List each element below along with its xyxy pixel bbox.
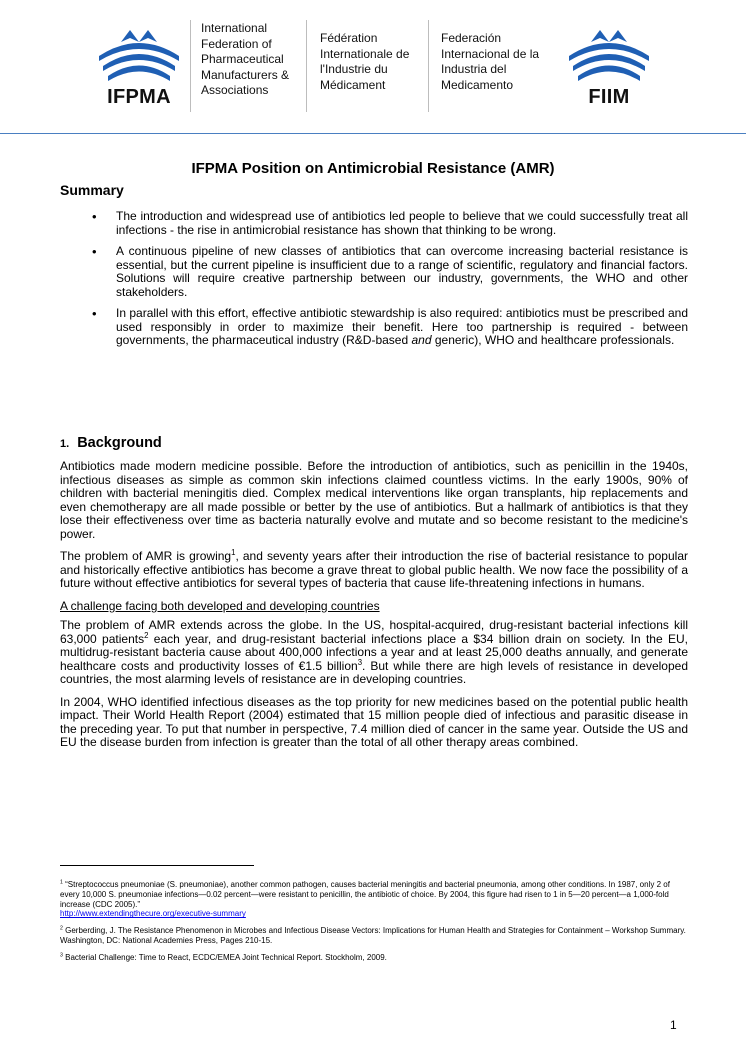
- header-french-name: Fédération Internationale de l'Industrie du Médicament: [320, 31, 410, 92]
- list-item: • The introduction and widespread use of antibiotics led people to believe that we could successfully treat all infections - the rise in antimicrobial resistance has shown that thinking to be wrong.: [90, 210, 688, 237]
- header-divider: [306, 20, 307, 112]
- footnote-ref: 3: [357, 657, 363, 667]
- footnote-ref: 1: [231, 548, 236, 557]
- wing-emblem-icon: [566, 26, 652, 84]
- paragraph: Antibiotics made modern medicine possible. Before the introduction of antibiotics, such as penicillin in the 1940s, infectious diseases as simple as common skin infections claimed countless victims. In the early 1900s, 90% of children with bacterial meningitis died. Complex medical interventions like organ transplants, hip replacements and even chemotherapy are all made possible or better by the use of antibiotics. But a hallmark of antibiotics is that they lose their effectiveness over time as bacteria naturally evolve and mutate and so become resistant to the medicine's power.: [60, 459, 688, 541]
- paragraph: The problem of AMR is growing$^1$, and seventy years after their introduction the rise of bacterial resistance to popular and historically effective antibiotics has become a grave threat to global public health. We now face the possibility of a future without effective antibiotics for several types of bacteria that cause life-threatening infections in humans.: [60, 548, 688, 590]
- footnote-ref: 2: [144, 630, 149, 640]
- document-title: IFPMA Position on Antimicrobial Resistance (AMR): [191, 160, 555, 177]
- wing-emblem-icon: [96, 26, 182, 84]
- footnote-link[interactable]: http://www.extendingthecure.org/executive-summary: [60, 909, 246, 919]
- section-body: [60, 460, 688, 759]
- header-divider: [190, 20, 191, 112]
- paragraph: The problem of AMR extends across the globe. In the US, hospital-acquired, drug-resistant bacterial infections kill 63,000 patients$^2$ each year, and drug-resistant bacterial infections place a $34 billion drain on society. In the EU, multidrug-resistant bacteria cause about 400,000 infections a year and at least 25,000 deaths annually, and generate healthcare costs and productivity losses of €1.5 billion$^3$. But while there are high levels of resistance in developed countries, the most alarming levels of resistance are in developing countries.: [60, 618, 688, 686]
- footnote: $^1$ “Streptococcus pneumoniae (S. pneumoniae), another common pathogen, causes bacterial meningitis and bacterial pneumonia, among other conditions. In 1987, only 2 of every 10,000 S. pneumoniae infections—0.02 percent—were resistant to penicillin, the antibiotic of choice. By 2004, this figure had risen to 1 in 5—20 percent—a 1,000-fold increase (CDC 2005).” http://www.extendingthecure.org/executive-summary: [60, 879, 670, 919]
- page-number: 1: [670, 1018, 677, 1032]
- fiim-logo-text: FIIM: [588, 86, 630, 108]
- footnotes: [60, 880, 688, 970]
- footnote: $^3$ Bacterial Challenge: Time to React, ECDC/EMEA Joint Technical Report. Stockholm, 2009.: [60, 952, 387, 962]
- header-english-name: International Federation of Pharmaceutical Manufacturers & Associations: [201, 21, 290, 97]
- subheading: A challenge facing both developed and developing countries: [60, 598, 380, 613]
- summary-list: [90, 210, 688, 356]
- ifpma-logo-text: IFPMA: [107, 86, 171, 108]
- header-divider: [428, 20, 429, 112]
- header-spanish-name: Federación Internacional de la Industria del Medicamento: [441, 31, 540, 92]
- ifpma-logo: [96, 26, 182, 110]
- fiim-logo: [566, 26, 652, 110]
- footnote: $^2$ Gerberding, J. The Resistance Phenomenon in Microbes and Infectious Disease Vectors: Implications for Human Health and Strategies for Containment – Workshop Summary. Washington, DC: National Academies Press, Pages 210-15.: [60, 925, 686, 945]
- summary-heading: Summary: [60, 182, 124, 198]
- paragraph: In 2004, WHO identified infectious diseases as the top priority for new medicines based on the potential public health impact. Their World Health Report (2004) estimated that 15 million people died of infectious and parasitic disease in the preceding year. To put that number in perspective, 7.4 million died of cancer in the same year. Outside the US and EU the disease burden from infection is greater than the total of all other therapy areas combined.: [60, 694, 688, 749]
- list-item: • A continuous pipeline of new classes of antibiotics that can overcome increasing bacterial resistance is essential, but the current pipeline is insufficient due to a range of scientific, regulatory and financial factors. Solutions will require creative partnership between our industry, governments, the WHO and other stakeholders.: [90, 245, 688, 299]
- footnote-separator: [60, 865, 254, 866]
- list-item: • In parallel with this effort, effective antibiotic stewardship is also required: antibiotics must be prescribed and used responsibly in order to maximize their benefit. Here too partnership is required - between governments, the pharmaceutical industry (R&D-based and generic), WHO and healthcare professionals.: [90, 307, 688, 348]
- section-heading: 1. Background: [60, 435, 162, 451]
- letterhead: [0, 0, 746, 134]
